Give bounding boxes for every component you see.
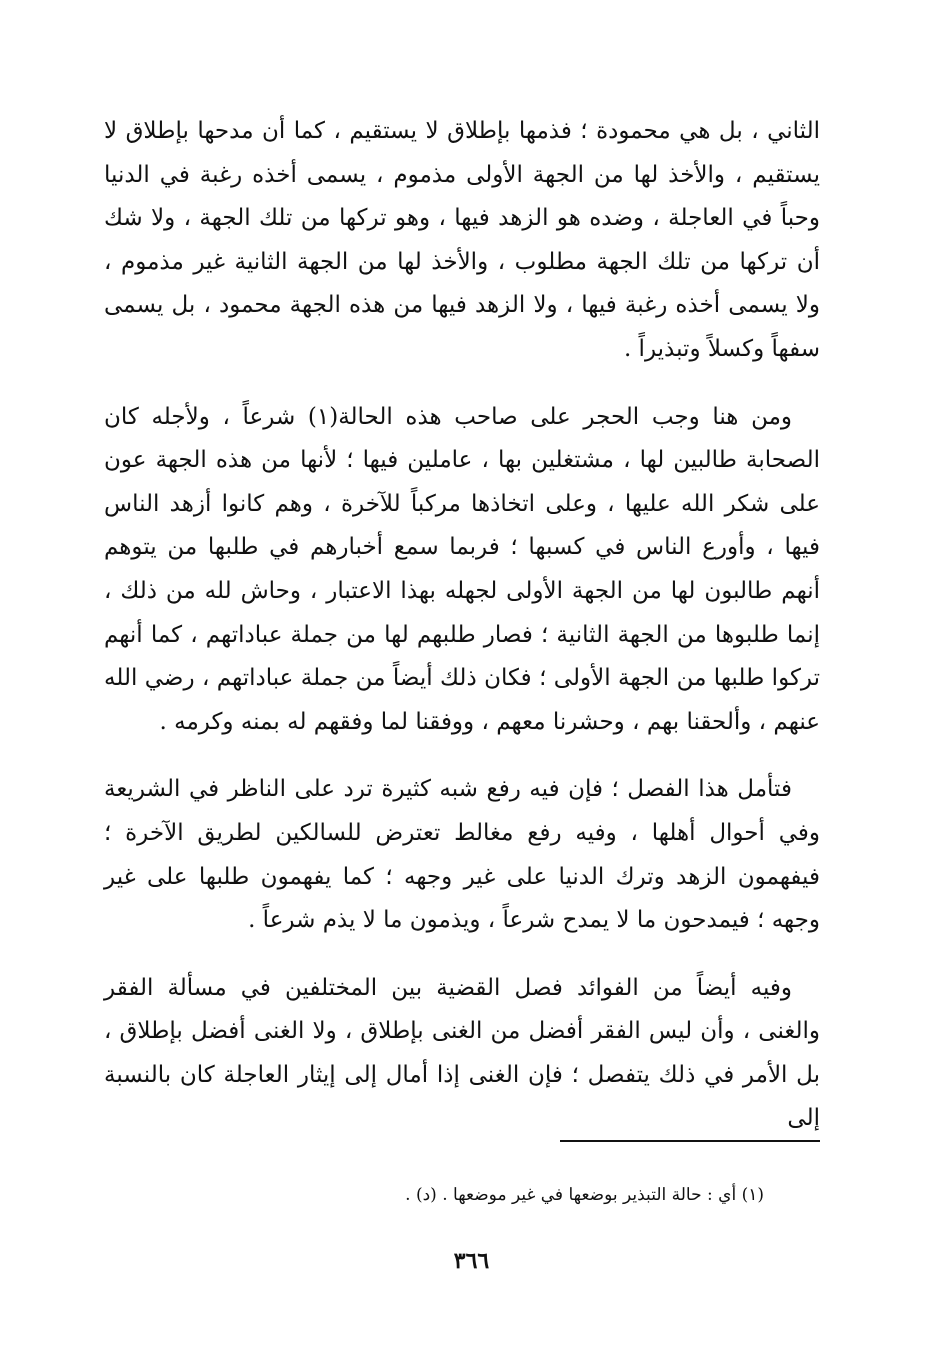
paragraph-4: وفيه أيضاً من الفوائد فصل القضية بين المختلفين في مسألة الفقر والغنى ، وأن ليس الفقر أفضل من الغنى بإطلاق ، ولا الغنى أفضل بإطلاق ، بل الأمر في ذلك يتفصل ؛ فإن الغنى إذا أمال إلى إيثار العاجلة كان بالنسبة إلى [104,974,820,1132]
footnote-divider [560,1140,820,1142]
page-number: ٣٦٦ [453,1248,490,1274]
paragraph-1: الثاني ، بل هي محمودة ؛ فذمها بإطلاق لا يستقيم ، كما أن مدحها بإطلاق لا يستقيم ، والأخذ لها من الجهة الأولى مذموم ، يسمى أخذه رغبة في الدنيا وحباً في العاجلة ، وضده هو الزهد فيها ، وهو تركها من تلك الجهة ، ولا شك أن تركها من تلك الجهة مطلوب ، والأخذ لها من الجهة الثانية غير مذموم ، ولا يسمى أخذه رغبة فيها ، ولا الزهد فيها من هذه الجهة محمود ، بل يسمى سفهاً وكسلاً وتبذيراً . [104,118,820,362]
paragraph-3: فتأمل هذا الفصل ؛ فإن فيه رفع شبه كثيرة ترد على الناظر في الشريعة وفي أحوال أهلها ، وفيه رفع مغالط تعترض للسالكين لطريق الآخرة ؛ فيفهمون الزهد وترك الدنيا على غير وجهه ؛ كما يفهمون طلبها على غير وجهه ؛ فيمدحون ما لا يمدح شرعاً ، ويذمون ما لا يذم شرعاً . [104,776,820,934]
footnote: (١) أي : حالة التبذير بوضعها في غير موضعها . (د) . [405,1185,764,1205]
main-text-block [104,110,820,1141]
paragraph-2: ومن هنا وجب الحجر على صاحب هذه الحالة(١) شرعاً ، ولأجله كان الصحابة طالبين لها ، مشتغلين بها ، عاملين فيها ؛ لأنها من هذه الجهة عون على شكر الله عليها ، وعلى اتخاذها مركباً للآخرة ، وهم كانوا أزهد الناس فيها ، وأورع الناس في كسبها ؛ فربما سمع أخبارهم في طلبها من يتوهم أنهم طالبون لها من الجهة الأولى لجهله بهذا الاعتبار ، وحاش لله من ذلك ، إنما طلبوها من الجهة الثانية ؛ فصار طلبهم لها من جملة عباداتهم ، كما أنهم تركوا طلبها من الجهة الأولى ؛ فكان ذلك أيضاً من جملة عباداتهم ، رضي الله عنهم ، وألحقنا بهم ، وحشرنا معهم ، ووفقنا لما وفقهم له بمنه وكرمه . [104,403,820,735]
